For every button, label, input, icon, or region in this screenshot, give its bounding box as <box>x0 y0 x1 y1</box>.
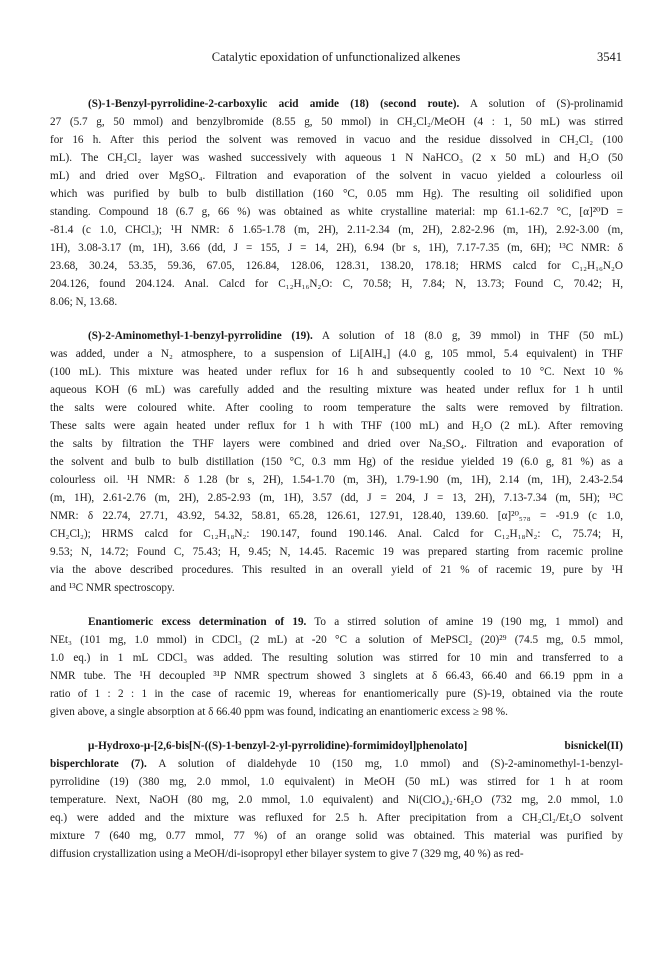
text-line: diffusion crystallization using a MeOH/di-isopropyl ether bilayer system to give 7 (329 mg, 40 %) as red- <box>50 848 524 860</box>
text-line: eq.) were added and the mixture was refluxed for 2.5 h. After precipitation from a CH₂Cl₂/Et₂O solvent <box>50 812 623 824</box>
text-line: These salts were again heated under reflux for 1 h with THF (100 mL) and H₂O (2 mL). After removing <box>50 420 623 432</box>
paragraph-compound-18 <box>50 95 623 311</box>
text-line: (100 mL). This mixture was heated under reflux for 16 h and subsequently cooled to 10 °C. Next 10 % <box>50 366 623 378</box>
text-line: pyrrolidine (19) (380 mg, 2.0 mmol, 1.0 equivalent) in MeOH (50 mL) was stirred for 1 h at room <box>50 776 623 788</box>
text-line: aqueous KOH (6 mL) was carefully added and the resulting mixture was heated under reflux for 1 h until <box>50 384 623 396</box>
text-line: the solvent and bulb to bulb distillation (150 °C, 0.3 mm Hg) of the residue yielded 19 (6.0 g, 81 %) as a <box>50 456 623 468</box>
section-heading: Enantiomeric excess determination of 19. <box>88 616 307 628</box>
text-line: the salts by filtration the THF layers were combined and dried over Na₂SO₄. Filtration and evaporation of <box>50 438 623 450</box>
page-number: 3541 <box>597 50 622 64</box>
text-line <box>50 737 623 755</box>
text-line: NMR: δ 22.74, 27.71, 43.92, 54.32, 58.81, 65.28, 126.61, 127.91, 128.40, 139.60. [α]²⁰₅₇₈ = -91.9 (c 1.0, <box>50 510 623 522</box>
text-line: mL). The CH₂Cl₂ layer was washed successively with aqueous 1 N NaHCO₃ (2 x 50 mL) and H₂O (50 <box>50 152 623 164</box>
text-line: (m, 1H), 2.61-2.76 (m, 2H), 2.85-2.93 (m, 1H), 3.57 (dd, J = 204, J = 13, 2H), 7.13-7.34 (m, 5H); ¹³C <box>50 492 623 504</box>
text-line: 27 (5.7 g, 50 mmol) and benzylbromide (8.55 g, 50 mmol) in CH₂Cl₂/MeOH (4 : 1, 50 mL) was stirred <box>50 116 623 128</box>
text-line: CH₂Cl₂); HRMS calcd for C₁₂H₁₈N₂: 190.147, found 190.146. Anal. Calcd for C₁₂H₁₈N₂: C, 75.74; H, <box>50 528 623 540</box>
text-line: the salts were coloured white. After cooling to room temperature the salts were removed by filtration. <box>50 402 623 414</box>
paragraph-compound-19 <box>50 327 623 597</box>
text-line: temperature. Next, NaOH (80 mg, 2.0 mmol, 1.0 equivalent) and Ni(ClO₄)₂·6H₂O (732 mg, 2.0 mmol, 1.0 <box>50 794 623 806</box>
running-title: Catalytic epoxidation of unfunctionalized alkenes <box>211 50 461 64</box>
text-line: ratio of 1 : 2 : 1 in the case of racemic 19, whereas for enantiomerically pure (S)-19, obtained via the route <box>50 688 623 700</box>
paragraph-ee-determination <box>50 613 623 721</box>
text-line: and ¹³C NMR spectroscopy. <box>50 582 175 594</box>
text-line: 9.53; N, 14.72; Found C, 75.43; H, 9.45; N, 14.45. Racemic 19 was prepared starting from racemic proline <box>50 546 623 558</box>
text-line: bisperchlorate (7). A solution of dialdehyde 10 (150 mg, 1.0 mmol) and (S)-2-aminomethyl-1-benzyl- <box>50 758 623 770</box>
text-line: for 16 h. After this period the solvent was removed in vacuo and the residue dissolved in CH₂Cl₂ (100 <box>50 134 623 146</box>
text-line: was added, under a N₂ atmosphere, to a suspension of Li[AlH₄] (4.0 g, 105 mmol, 5.4 equivalent) in THF <box>50 348 623 360</box>
paragraph-complex-7 <box>50 737 623 863</box>
text-line: standing. Compound 18 (6.7 g, 66 %) was obtained as white crystalline material: mp 61.1-62.7 °C, [α]²⁰D = <box>50 206 623 218</box>
text-line: 8.06; N, 13.68. <box>50 296 118 308</box>
text-line: NEt₃ (101 mg, 1.0 mmol) in CDCl₃ (2 mL) at -20 °C a solution of MePSCl₂ (20)²⁹ (74.5 mg, 0.5 mmol, <box>50 634 623 646</box>
text-line: which was purified by bulb to bulb distillation (160 °C, 0.05 mm Hg). The resulting oil solidified upon <box>50 188 623 200</box>
text-line: given above, a single absorption at δ 66.40 ppm was found, indicating an enantiomeric excess ≥ 98 %. <box>50 706 508 718</box>
text-line: colourless oil. ¹H NMR: δ 1.28 (br s, 2H), 1.54-1.70 (m, 3H), 1.79-1.90 (m, 1H), 2.14 (m, 1H), 2.43-2.54 <box>50 474 623 486</box>
section-heading: (S)-1-Benzyl-pyrrolidine-2-carboxylic acid amide (18) (second route). <box>88 98 460 110</box>
text-line: mL) and dried over MgSO₄. Filtration and evaporation of the solvent in vacuo yielded a colourless oil <box>50 170 623 182</box>
section-heading: μ-Hydroxo-μ-[2,6-bis[N-((S)-1-benzyl-2-yl-pyrrolidine)-formimidoyl]phenolato] bisnickel(II) <box>88 740 623 752</box>
article-body <box>50 95 623 879</box>
text-line: (S)-1-Benzyl-pyrrolidine-2-carboxylic acid amide (18) (second route). A solution of (S)-prolinamid <box>88 98 623 110</box>
text-line: via the above described procedures. This resulted in an overall yield of 21 % of racemic 19, pure by ¹H <box>50 564 623 576</box>
text-line: 23.68, 30.24, 53.35, 59.36, 67.05, 126.84, 128.06, 128.31, 138.20, 178.18; HRMS calcd for C₁₂H₁₆N₂O <box>50 260 623 272</box>
section-heading: (S)-2-Aminomethyl-1-benzyl-pyrrolidine (19). <box>88 330 313 342</box>
text-line: NMR tube. The ¹H decoupled ³¹P NMR spectrum showed 3 singlets at δ 66.43, 66.40 and 66.19 ppm in a <box>50 670 623 682</box>
text-line: Enantiomeric excess determination of 19. To a stirred solution of amine 19 (190 mg, 1 mmol) and <box>88 616 623 628</box>
text-line: (S)-2-Aminomethyl-1-benzyl-pyrrolidine (19). A solution of 18 (8.0 g, 39 mmol) in THF (50 mL) <box>88 330 623 342</box>
text-line: 1H), 3.08-3.17 (m, 1H), 3.66 (dd, J = 155, J = 14, 2H), 6.94 (br s, 1H), 7.17-7.35 (m, 6H); ¹³C NMR: δ <box>50 242 623 254</box>
text-line: mixture 7 (640 mg, 0.77 mmol, 77 %) of an orange solid was obtained. This material was purified by <box>50 830 623 842</box>
text-line: 1.0 eq.) in 1 mL CDCl₃ was added. The resulting solution was stirred for 10 min and transferred to a <box>50 652 623 664</box>
text-line: -81.4 (c 1.0, CHCl₃); ¹H NMR: δ 1.65-1.78 (m, 2H), 2.11-2.34 (m, 2H), 2.82-2.96 (m, 1H), 2.92-3.00 (m, <box>50 224 623 236</box>
text-line: 204.126, found 204.124. Anal. Calcd for C₁₂H₁₆N₂O: C, 70.58; H, 7.84; N, 13.73; Found C, 70.42; H, <box>50 278 623 290</box>
